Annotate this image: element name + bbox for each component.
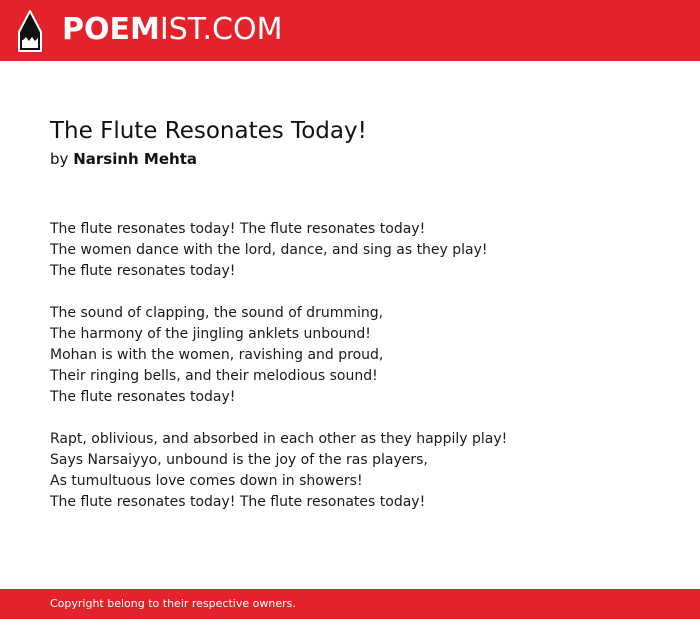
poem-line: The sound of clapping, the sound of drumming, <box>50 305 384 321</box>
poem-line: Their ringing bells, and their melodious sound! <box>50 368 378 384</box>
site-footer <box>0 589 700 619</box>
poem-line: Says Narsaiyyo, unbound is the joy of the ras players, <box>50 452 428 468</box>
poem-line: The flute resonates today! The flute resonates today! <box>50 494 426 510</box>
poem-line: As tumultuous love comes down in showers! <box>50 473 363 489</box>
poem-line: Rapt, oblivious, and absorbed in each other as they happily play! <box>50 431 508 447</box>
poem-body <box>50 219 670 534</box>
poem-line: The flute resonates today! The flute resonates today! <box>50 221 426 237</box>
poem-line: The women dance with the lord, dance, and sing as they play! <box>50 242 488 258</box>
byline <box>50 149 197 169</box>
poem-line: Mohan is with the women, ravishing and proud, <box>50 347 384 363</box>
poem-line: The harmony of the jingling anklets unbound! <box>50 326 371 342</box>
stanza-1 <box>50 219 670 282</box>
poem-line: The flute resonates today! <box>50 389 236 405</box>
stanza-2 <box>50 303 670 408</box>
poem-title: The Flute Resonates Today! <box>50 118 367 144</box>
site-logo[interactable] <box>62 13 282 47</box>
copyright-text: Copyright belong to their respective owners. <box>50 597 296 610</box>
stanza-3 <box>50 429 670 513</box>
byline-prefix: by <box>50 150 69 168</box>
logo-bold-text: POEM <box>62 12 160 47</box>
logo-light-text: IST.COM <box>159 12 283 47</box>
author-name[interactable]: Narsinh Mehta <box>73 150 197 168</box>
site-header <box>0 0 700 61</box>
pencil-tip-icon[interactable] <box>17 10 43 52</box>
poem-line: The flute resonates today! <box>50 263 236 279</box>
